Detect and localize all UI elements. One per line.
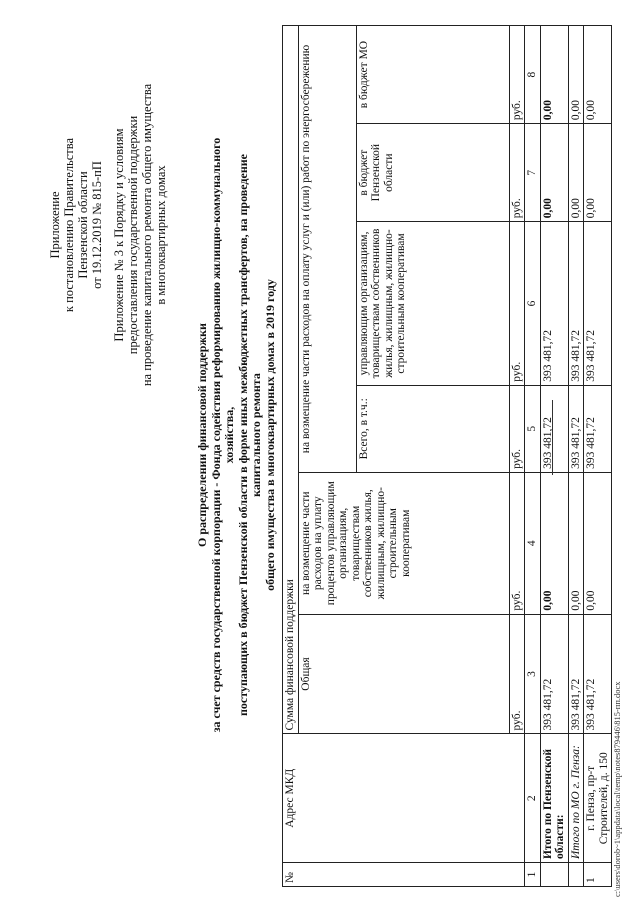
column-number: 2: [525, 734, 541, 863]
column-number: 5: [525, 385, 541, 472]
column-number-row: [525, 26, 541, 887]
row-total: 393 481,72: [584, 614, 612, 734]
appendix-procedure-line: на проведение капитального ремонта общего имущества: [140, 83, 154, 387]
row-total: 393 481,72: [540, 614, 568, 734]
row-address: Итого по МО г. Пенза:: [568, 734, 584, 863]
row-no: 1: [584, 863, 612, 887]
row-total: 393 481,72: [568, 614, 584, 734]
row-interest: 0,00: [568, 472, 584, 614]
row-all: 393 481,72: [568, 385, 584, 472]
title-line: поступающих в бюджет Пензенской области в форме иных межбюджетных трансфертов, на проведение капитального ремонта: [235, 154, 263, 716]
row-mo: 0,00: [540, 26, 568, 124]
column-number: 3: [525, 614, 541, 734]
row-interest: 0,00: [540, 472, 568, 614]
unit-cell: руб.: [509, 124, 525, 222]
unit-cell: руб.: [509, 614, 525, 734]
row-all: 393 481,72: [540, 385, 568, 472]
distribution-table: [282, 25, 612, 887]
appendix-gov-line: от 19.12.2019 № 815-пП: [90, 161, 104, 289]
separator-line: [552, 400, 553, 475]
appendix-procedure-line: Приложение № 3 к Порядку и условиям: [112, 128, 126, 342]
row-mo: 0,00: [584, 26, 612, 124]
appendix-gov-header: [48, 105, 104, 345]
unit-cell: руб.: [509, 26, 525, 124]
row-mgmt: 393 481,72: [568, 222, 584, 385]
row-mo: 0,00: [568, 26, 584, 124]
row-region: 0,00: [540, 124, 568, 222]
header-sum: Сумма финансовой поддержки: [283, 26, 299, 734]
appendix-gov-line: к постановлению Правительства: [62, 137, 76, 313]
row-no: [540, 863, 568, 887]
header-mgmt: управляющим организациям, товариществам собственников жилья, жилищным, жилищно-строительным кооперативам: [356, 222, 509, 385]
header-interest: на возмещение части расходов на уплату процентов управляющим организациям, товариществам собственников жилья, жилищным, жилищно-строительным кооперативам: [298, 472, 509, 614]
unit-cell: руб.: [509, 385, 525, 472]
table-row-total-region: [540, 26, 568, 887]
column-number: 6: [525, 222, 541, 385]
appendix-gov-line: Пензенской области: [76, 171, 90, 279]
row-no: [568, 863, 584, 887]
document-title: [196, 115, 277, 755]
column-number: 4: [525, 472, 541, 614]
row-interest: 0,00: [584, 472, 612, 614]
table-row-address: [584, 26, 612, 887]
row-region: 0,00: [584, 124, 612, 222]
footer-file-path: c:\users\dorob~1\appdata\local\temp\notes879446\815-пп.docx: [612, 681, 622, 897]
row-mgmt: 393 481,72: [584, 222, 612, 385]
appendix-procedure-line: предоставления государственной поддержки: [126, 115, 140, 355]
header-address: Адрес МКД: [283, 734, 525, 863]
title-line: общего имущества в многоквартирных домах в 2019 году: [262, 279, 277, 591]
row-address: Итого по Пензенской области:: [540, 734, 568, 863]
appendix-procedure-header: [112, 75, 168, 395]
column-number: 7: [525, 124, 541, 222]
table-row-total-mo: [568, 26, 584, 887]
column-number: 1: [525, 863, 541, 887]
table-header-row: [283, 26, 299, 887]
row-all: 393 481,72: [584, 385, 612, 472]
row-address: г. Пенза, пр-т Строителей, д. 150: [584, 734, 612, 863]
appendix-procedure-line: в многоквартирных домах: [154, 165, 168, 305]
header-region: в бюджет Пензенской области: [356, 124, 509, 222]
appendix-gov-line: Приложение: [48, 191, 62, 259]
header-all: Всего, в т.ч.:: [356, 385, 509, 472]
header-no: №: [283, 863, 525, 887]
title-line: за счет средств государственной корпорации - Фонда содействия реформированию жилищно-коммунального хозяйства,: [208, 137, 236, 733]
header-mo: в бюджет МО: [356, 26, 509, 124]
header-total: Общая: [298, 614, 509, 734]
title-line: О распределении финансовой поддержки: [195, 323, 209, 547]
row-region: 0,00: [568, 124, 584, 222]
unit-cell: руб.: [509, 472, 525, 614]
column-number: 8: [525, 26, 541, 124]
header-energy: на возмещение части расходов на оплату услуг и (или) работ по энергосбережению: [298, 26, 356, 473]
row-mgmt: 393 481,72: [540, 222, 568, 385]
unit-cell: руб.: [509, 222, 525, 385]
